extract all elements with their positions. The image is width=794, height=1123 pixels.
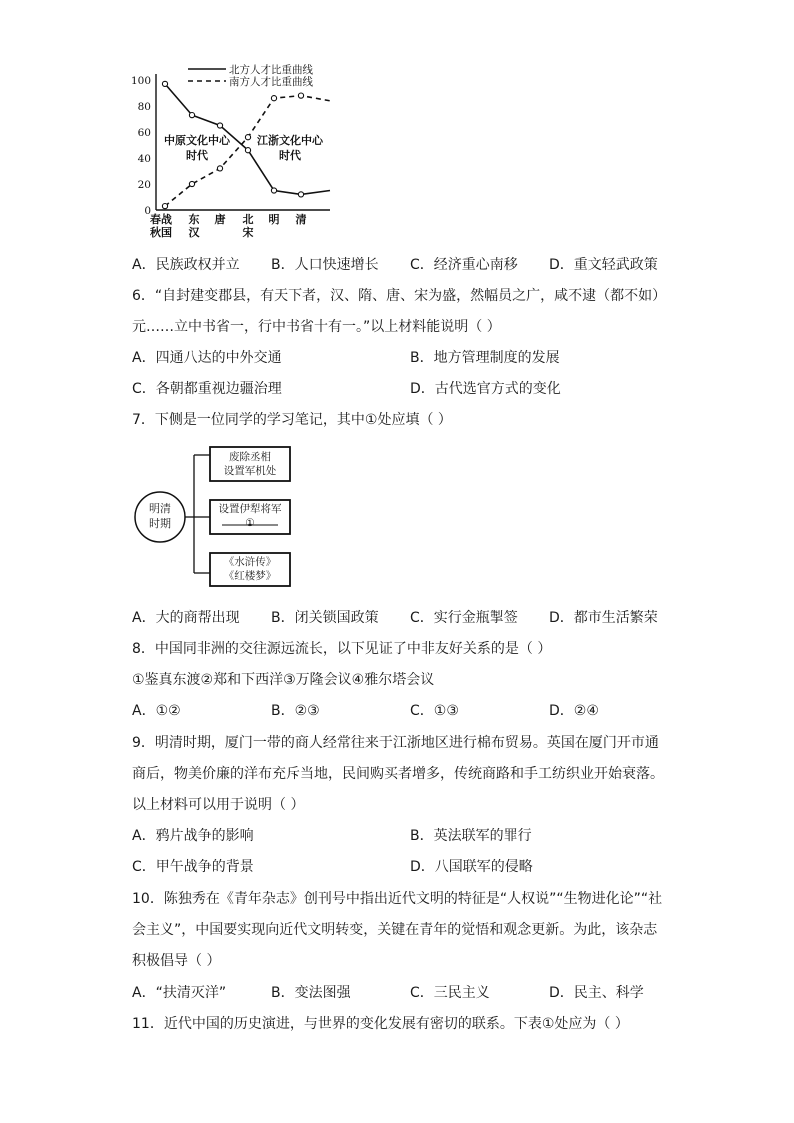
chart-legend [188,63,313,88]
diagram-box1 [210,450,290,478]
x-tick-label-part: 明 [268,213,280,226]
x-tick-label-part: 北 [242,213,254,226]
q10-stem-line3: 积极倡导（ ） [132,953,221,969]
q6-option-a: A．四通八达的中外交通 [132,350,282,366]
diagram-center-label [135,501,185,531]
box1-line2: 设置军机处 [223,465,277,477]
data-point [271,96,276,101]
data-point [245,135,250,140]
q7-option-d: D．都市生活繁荣 [549,610,658,626]
q9-stem-line1: 9．明清时期，厦门一带的商人经常往来于江浙地区进行棉布贸易。英国在厦门开市通 [132,735,659,751]
x-tick-label-part: 秋国 [150,226,172,239]
q9-stem-line2: 商后，物美价廉的洋布充斥当地，民间购买者增多，传统商路和手工纺织业开始衰落。 [132,766,664,782]
x-tick-label-part: 清 [295,213,307,226]
q6-option-c: C．各朝都重视边疆治理 [132,381,282,397]
legend-label-2: 南方人才比重曲线 [229,76,313,88]
talent-ratio-chart [130,58,350,248]
q7-option-b: B．闭关锁国政策 [271,610,379,626]
q7-option-a: A．大的商帮出现 [132,610,240,626]
x-tick-label-part: 宋 [242,226,254,239]
q9-stem-line3: 以上材料可以用于说明（ ） [132,797,305,813]
x-tick-label [296,212,307,226]
data-point [162,204,167,209]
q8-stem: 8．中国同非洲的交往源远流长，以下见证了中非友好关系的是（ ） [132,641,552,657]
box1-line1: 废除丞相 [229,451,271,463]
x-tick-label-part: 春战 [150,213,172,226]
data-point [298,93,303,98]
data-point [271,188,276,193]
data-point [217,166,222,171]
diagram-box3 [210,555,290,583]
q6-stem-line1: 6．“自封建变郡县，有天下者，汉、隋、唐、宋为盛，然幅员之广，咸不逮（都不如） [132,288,667,304]
q6-option-b: B．地方管理制度的发展 [410,350,560,366]
y-tick-label: 20 [137,179,151,191]
q10-option-b: B．变法图强 [271,985,351,1001]
q6-option-d: D．古代选官方式的变化 [410,381,561,397]
diagram-box2 [210,502,290,530]
q10-option-c: C．三民主义 [410,985,490,1001]
box3-line1: 《水浒传》 [223,556,277,568]
q6-stem-line2: 元……立中书省一，行中书省十有一。”以上材料能说明（ ） [132,319,501,335]
box3-line2: 《红楼梦》 [223,570,277,582]
x-tick-label [150,212,173,239]
x-tick-label-part: 唐 [214,213,226,226]
x-tick-label-part: 东 [188,213,200,226]
y-tick-label: 80 [137,101,151,113]
data-point [298,192,303,197]
center-label-line1: 明清 [149,502,171,515]
q7-option-c: C．实行金瓶掣签 [410,610,518,626]
q8-items: ①鉴真东渡②郑和下西洋③万隆会议④雅尔塔会议 [132,672,435,688]
y-tick-label: 100 [130,75,151,87]
q8-option-d: D．②④ [549,703,599,719]
data-point [245,148,250,153]
chart-annotation-1 [164,133,231,162]
chart-annotation-2 [256,133,324,162]
q11-stem: 11．近代中国的历史演进，与世界的变化发展有密切的联系。下表①处应为（ ） [132,1016,629,1032]
q5-option-d: D．重文轻武政策 [549,257,658,273]
x-tick-label [243,213,254,239]
annotation-line: 时代 [186,149,208,162]
data-point [162,81,167,86]
x-tick-label [215,212,226,226]
q10-stem-line2: 会主义”，中国要实现向近代文明转变，关键在青年的觉悟和观念更新。为此，该杂志 [132,922,658,938]
q10-option-d: D．民主、科学 [549,985,644,1001]
q5-option-c: C．经济重心南移 [410,257,518,273]
annotation-line: 时代 [279,149,301,162]
data-point [189,181,194,186]
q5-option-b: B．人口快速增长 [271,257,379,273]
y-tick-label: 60 [137,127,151,139]
annotation-line: 中原文化中心 [164,134,230,147]
y-tick-label: 40 [137,153,151,165]
q9-option-b: B．英法联军的罪行 [410,828,532,844]
y-tick-label: 0 [144,205,151,217]
x-tick-label [189,212,201,239]
study-notes-diagram [132,445,302,590]
blank-mark-1: ① [245,517,255,529]
center-label-line2: 时期 [149,517,171,530]
x-tick-label [269,212,280,226]
q7-stem: 7．下侧是一位同学的学习笔记，其中①处应填（ ） [132,412,452,428]
q8-option-c: C．①③ [410,703,459,719]
q8-option-b: B．②③ [271,703,320,719]
legend-label-1: 北方人才比重曲线 [229,64,313,76]
q9-option-c: C．甲午战争的背景 [132,859,254,875]
box2-text: 设置伊犁将军 [218,503,282,515]
q9-option-d: D．八国联军的侵略 [410,859,533,875]
data-point [189,113,194,118]
x-tick-labels [150,212,307,239]
x-tick-label-part: 汉 [188,226,200,239]
annotation-line: 江浙文化中心 [257,134,323,147]
q5-option-a: A．民族政权并立 [132,257,240,273]
q10-option-a: A．“扶清灭洋” [132,985,227,1001]
q10-stem-line1: 10．陈独秀在《青年杂志》创刊号中指出近代文明的特征是“人权说”“生物进化论”“社 [132,891,663,907]
q8-option-a: A．①② [132,703,181,719]
y-tick-labels [131,75,151,217]
q9-option-a: A．鸦片战争的影响 [132,828,254,844]
data-point [217,123,222,128]
